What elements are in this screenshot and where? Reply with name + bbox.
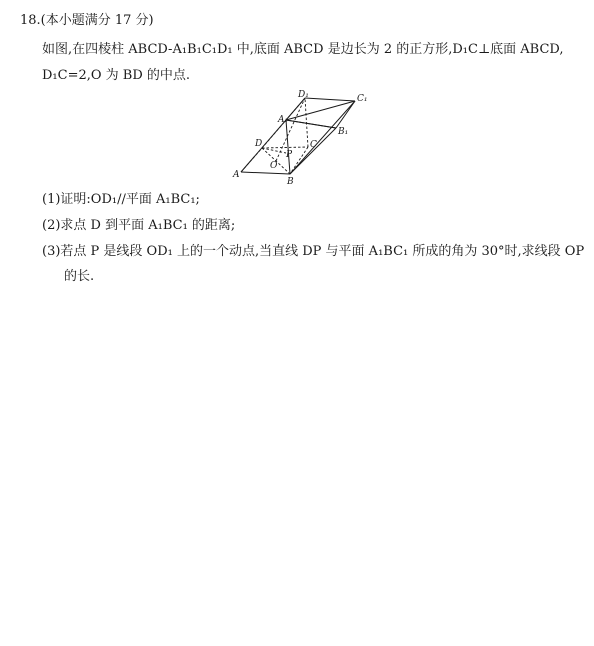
- question-1: (1)证明:OD₁//平面 A₁BC₁;: [42, 192, 200, 207]
- question-2: (2)求点 D 到平面 A₁BC₁ 的距离;: [42, 218, 236, 233]
- edge-a1c1: [286, 101, 355, 120]
- problem-statement-line-2: D₁C=2,O 为 BD 的中点.: [42, 68, 191, 83]
- question-3-continuation: 的长.: [64, 269, 95, 284]
- edge-d1c1: [305, 98, 355, 101]
- label-d: D: [255, 139, 263, 149]
- label-p: P: [286, 150, 293, 160]
- edge-ad-hidden: [241, 148, 262, 172]
- label-c1: C₁: [357, 94, 368, 104]
- edge-c1b: [290, 101, 355, 174]
- edge-dc-hidden: [262, 147, 308, 148]
- question-3: (3)若点 P 是线段 OD₁ 上的一个动点,当直线 DP 与平面 A₁BC₁ 所成的角为 30°时,求线段 OP: [42, 244, 585, 259]
- label-o: O: [270, 161, 278, 171]
- edge-dp-hidden: [262, 148, 286, 153]
- label-c: C: [310, 140, 317, 150]
- prism-figure: [230, 90, 370, 186]
- label-b1: B₁: [338, 127, 349, 137]
- problem-statement-line-1: 如图,在四棱柱 ABCD-A₁B₁C₁D₁ 中,底面 ABCD 是边长为 2 的正方形,D₁C⊥底面 ABCD,: [42, 42, 564, 57]
- edge-cb-hidden: [290, 147, 308, 174]
- label-a1: A₁: [278, 115, 289, 125]
- edge-cd1-hidden: [305, 98, 308, 147]
- edge-ab: [241, 172, 290, 174]
- label-b: B: [287, 177, 294, 186]
- label-d1: D₁: [298, 90, 309, 100]
- edge-bb1: [290, 128, 336, 174]
- problem-header: 18.(本小题满分 17 分): [20, 13, 154, 28]
- label-a: A: [233, 170, 240, 180]
